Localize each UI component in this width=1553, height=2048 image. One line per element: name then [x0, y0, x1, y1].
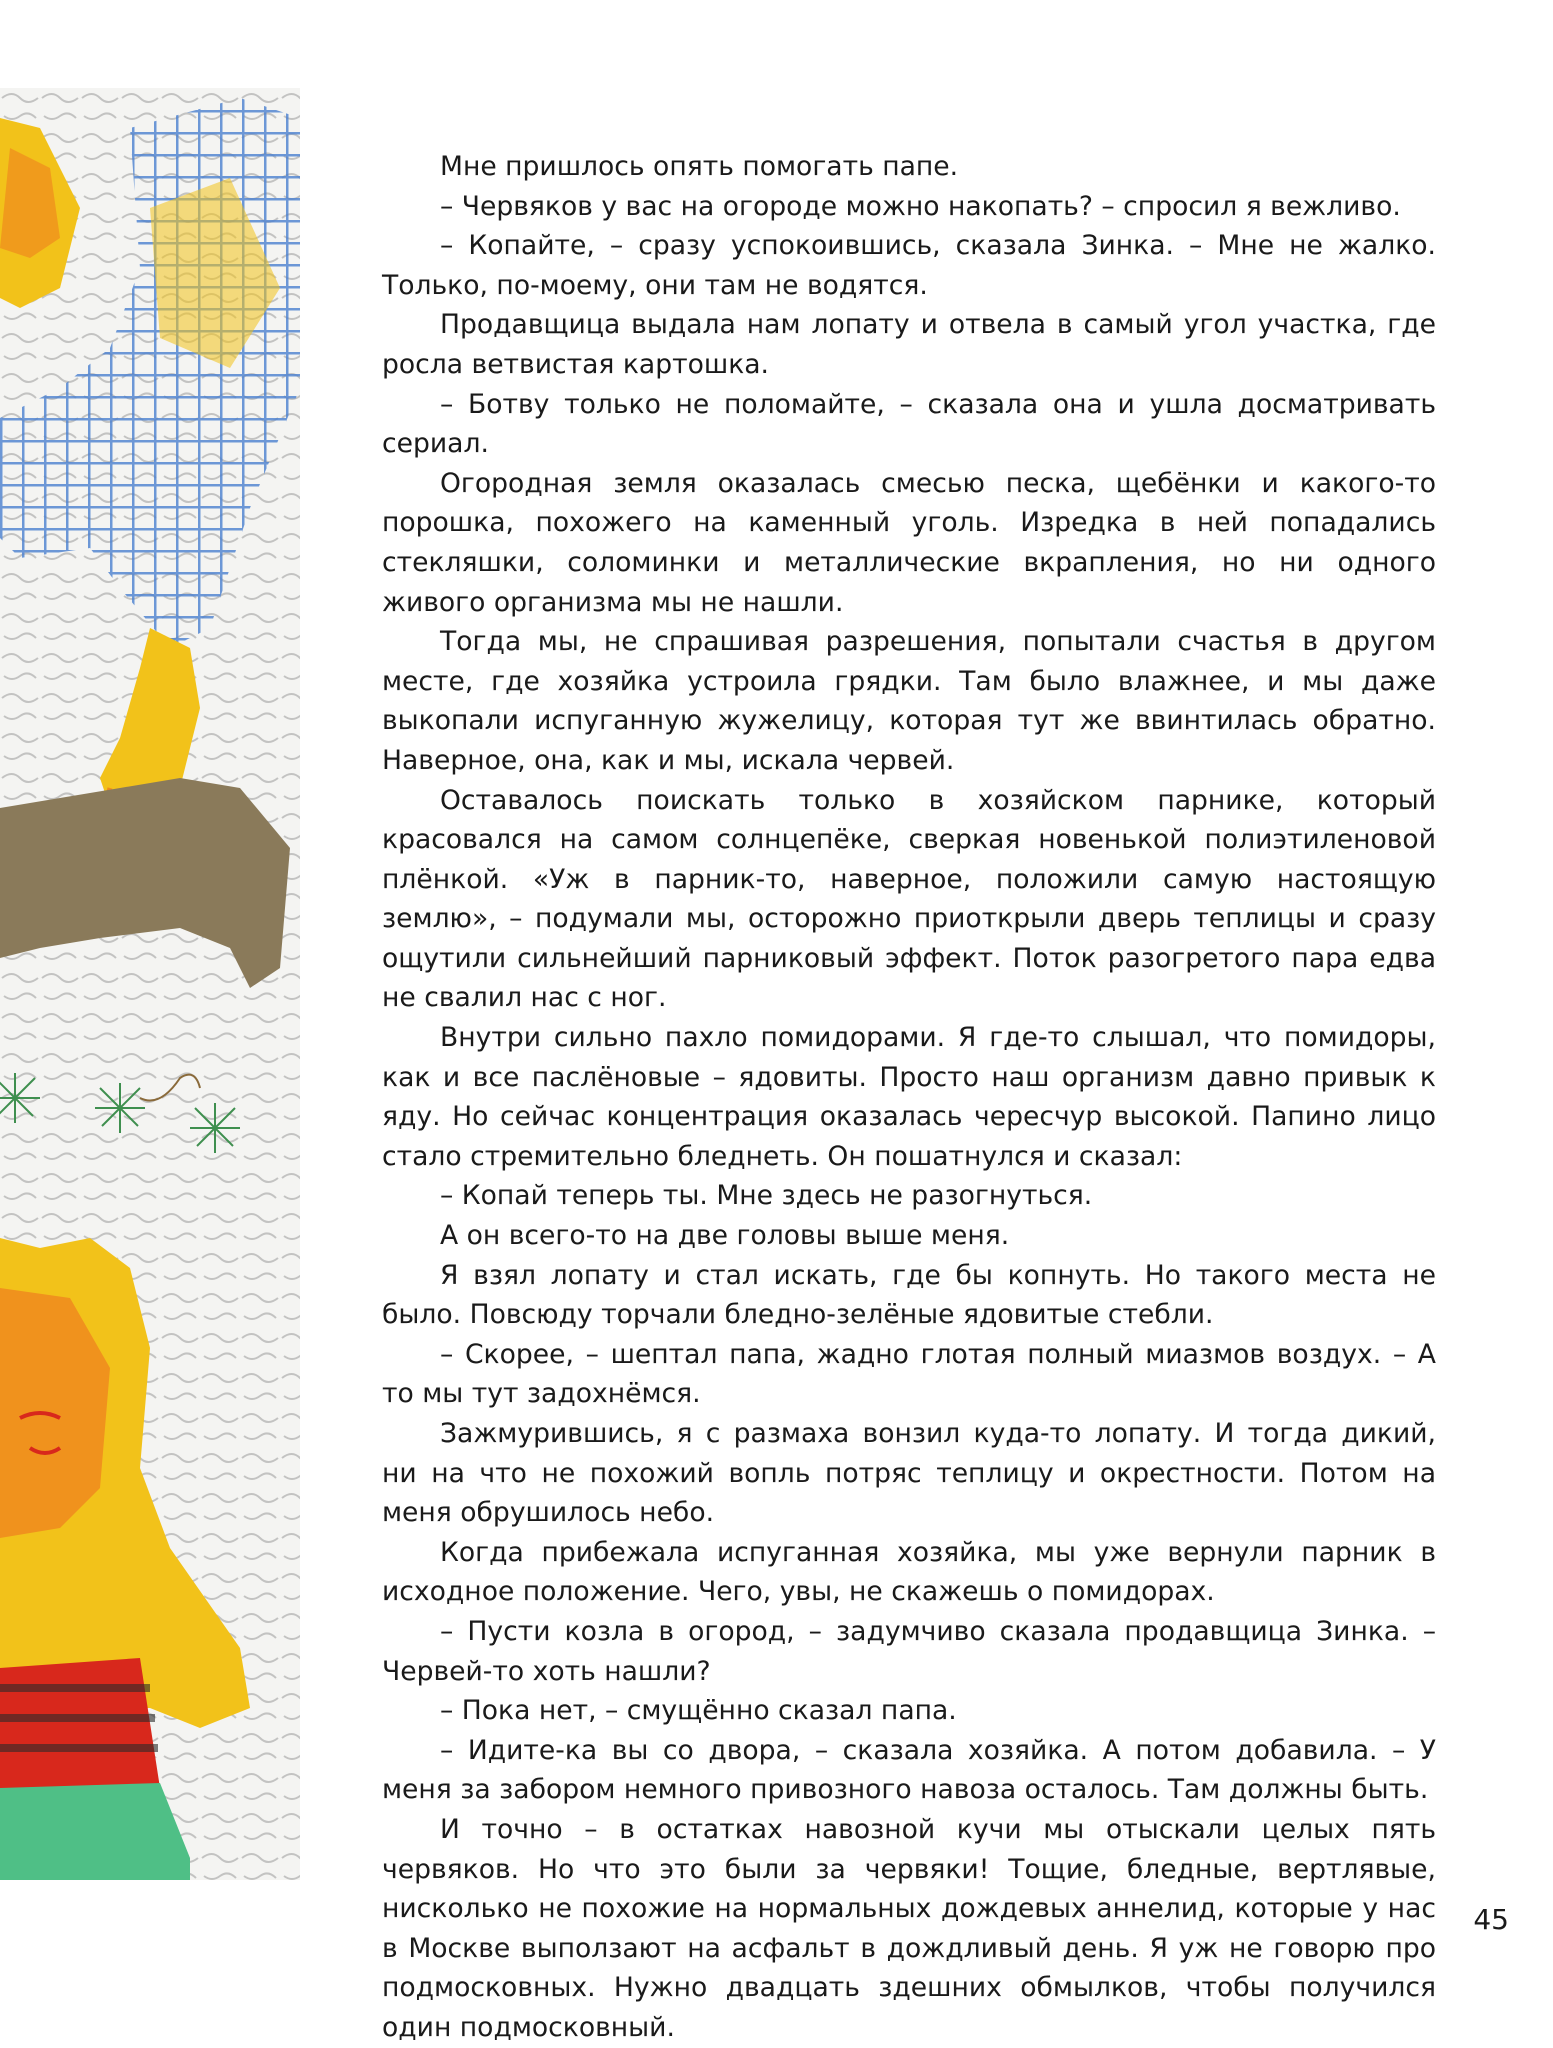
- page-number: 45: [1473, 1903, 1509, 1936]
- green-skirt: [0, 1783, 190, 1880]
- paragraph: – Копайте, – сразу успокоившись, сказала Зинка. – Мне не жалко. Только, по-моему, они там не водятся.: [382, 230, 1436, 301]
- story-text: [382, 147, 1436, 2048]
- paragraph: Когда прибежала испуганная хозяйка, мы уже вернули парник в исходное положение. Чего, увы, не скажешь о помидорах.: [382, 1536, 1436, 1608]
- red-dress: [0, 1658, 160, 1798]
- paragraph: – Ботву только не поломайте, – сказала она и ушла досматривать сериал.: [382, 388, 1436, 460]
- paragraph: – Пусти козла в огород, – задумчиво сказала продавщица Зинка. – Червей-то хоть нашли?: [382, 1615, 1436, 1687]
- paragraph: Продавщица выдала нам лопату и отвела в самый угол участка, где росла ветвистая картошка.: [382, 309, 1436, 380]
- paragraph: – Пока нет, – смущённо сказал папа.: [440, 1695, 957, 1727]
- paragraph: Оставалось поискать только в хозяйском парнике, который красовался на самом солнцепёке, сверкая новенькой полиэтиленовой плёнкой. «Уж в парник-то, наверное, положили самую настоящую землю», – подумали мы, осторожно приоткрыли дверь теплицы и сразу ощутили сильнейший парниковый эффект. Поток разогретого пара едва не свалил нас с ног.: [382, 784, 1436, 1014]
- paragraph: А он всего-то на две головы выше меня.: [440, 1220, 1010, 1252]
- paragraph: Тогда мы, не спрашивая разрешения, попытали счастья в другом месте, где хозяйка устроила грядки. Там было влажнее, и мы даже выкопали испуганную жужелицу, которая тут же ввинтилась обратно. Наверное, она, как и мы, искала червей.: [382, 626, 1436, 776]
- watercolor-illustration: [0, 88, 300, 1880]
- paragraph: – Червяков у вас на огороде можно накопать? – спросил я вежливо.: [440, 190, 1401, 222]
- paragraph: – Копай теперь ты. Мне здесь не разогнуться.: [440, 1180, 1093, 1212]
- paragraph: Зажмурившись, я с размаха вонзил куда-то лопату. И тогда дикий, ни на что не похожий вопль потряс теплицу и окрестности. Потом на меня обрушилось небо.: [382, 1418, 1436, 1529]
- paragraph: – Идите-ка вы со двора, – сказала хозяйка. А потом добавила. – У меня за забором немного привозного навоза осталось. Там должны быть.: [382, 1734, 1436, 1806]
- paragraph: Внутри сильно пахло помидорами. Я где-то слышал, что помидоры, как и все паслёновые – ядовиты. Просто наш организм давно привык к яду. Но сейчас концентрация оказалась чересчур высокой. Папино лицо стало стремительно бледнеть. Он пошатнулся и сказал:: [382, 1022, 1436, 1172]
- paragraph: И точно – в остатках навозной кучи мы отыскали целых пять червяков. Но что это были за червяки! Тощие, бледные, вертлявые, нисколько не похожие на нормальных дождевых аннелид, которые у нас в Москве выползают на асфальт в дождливый день. Я уж не говорю про подмосковных. Нужно двадцать здешних обмылков, чтобы получился один подмосковный.: [382, 1813, 1436, 2043]
- paragraph: Я взял лопату и стал искать, где бы копнуть. Но такого места не было. Повсюду торчали бледно-зелёные ядовитые стебли.: [382, 1259, 1436, 1331]
- illustration-strip: [0, 88, 300, 1880]
- paragraph: – Скорее, – шептал папа, жадно глотая полный миазмов воздух. – А то мы тут задохнёмся.: [382, 1338, 1436, 1410]
- paragraph: Мне пришлось опять помогать папе.: [440, 151, 959, 182]
- paragraph: Огородная земля оказалась смесью песка, щебёнки и какого-то порошка, похожего на каменный уголь. Изредка в ней попадались стекляшки, соломинки и металлические вкрапления, но ни одного живого организма мы не нашли.: [382, 467, 1436, 618]
